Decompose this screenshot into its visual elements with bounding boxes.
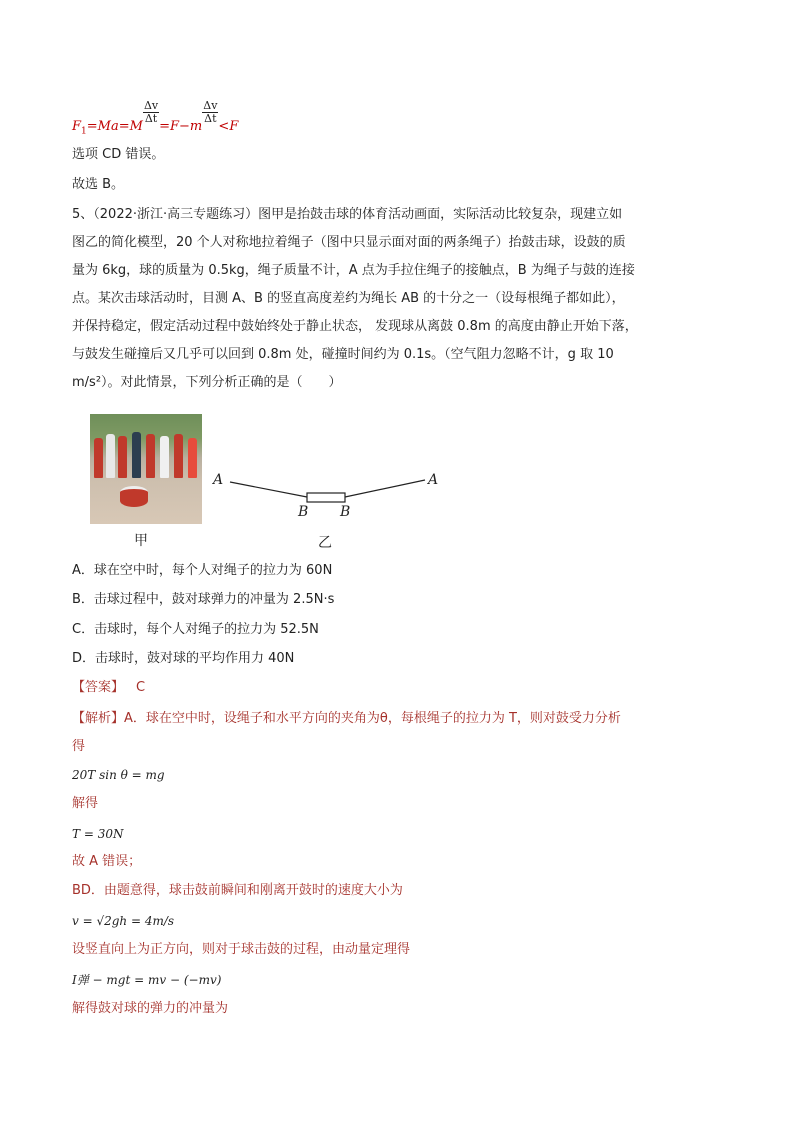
formula-eq1: =Ma=M — [86, 119, 143, 134]
answer-line — [72, 679, 145, 697]
answer-value: C — [136, 680, 146, 695]
person-figure — [132, 432, 141, 478]
question-text-line: 量为 6kg，球的质量为 0.5kg，绳子质量不计，A 点为手拉住绳子的接触点，B 为绳子与鼓的连接 — [72, 263, 635, 278]
cd-wrong-text: 选项 CD 错误。 — [72, 147, 165, 162]
direction-text: 设竖直向上为正方向，则对于球击鼓的过程，由动量定理得 — [72, 942, 411, 957]
point-b-left: B — [298, 504, 309, 520]
option-c: C．击球时，每个人对绳子的拉力为 52.5N — [72, 622, 319, 637]
formula-fraction-2 — [202, 100, 218, 125]
rope-left — [230, 482, 307, 497]
bd-analysis-text: BD．由题意得，球击鼓前瞬间和刚离开鼓时的速度大小为 — [72, 883, 403, 898]
question-text-line: m/s²）。对此情景，下列分析正确的是（ ） — [72, 375, 342, 390]
figure-photo-jia — [90, 414, 202, 524]
equation-3: v = √2gh = 4m/s — [72, 914, 175, 928]
equation-2: T = 30N — [72, 827, 124, 841]
formula-tail: <F — [218, 119, 239, 134]
point-a-left: A — [213, 472, 224, 488]
formula-lhs: F — [72, 119, 82, 134]
person-figure — [118, 436, 127, 478]
question-line-1 — [72, 201, 724, 229]
analysis-tag: 【解析】 — [72, 711, 125, 726]
person-figure — [94, 438, 103, 478]
answer-tag: 【答案】 — [72, 680, 125, 695]
fraction-denominator: Δt — [144, 112, 158, 125]
question-text-line: 图甲是抬鼓击球的体育活动画面，实际活动比较复杂，现建立如 — [258, 207, 623, 222]
question-text-line: 并保持稳定，假定活动过程中鼓始终处于静止状态， 发现球从离鼓 0.8m 的高度由静止开始下落， — [72, 319, 638, 334]
option-b: B．击球过程中，鼓对球弹力的冲量为 2.5N·s — [72, 592, 335, 607]
figure-model-yi — [205, 468, 465, 528]
figure-label-yi: 乙 — [318, 535, 332, 551]
analysis-line-1 — [72, 710, 621, 728]
drum-rect — [307, 493, 345, 502]
person-figure — [106, 434, 115, 478]
formula-eq2: =F−m — [159, 119, 203, 134]
formula-fraction-1 — [143, 100, 159, 125]
analysis-line-2: 得 — [72, 739, 86, 754]
question-text-line: 图乙的简化模型，20 个人对称地拉着绳子（图中只显示面对面的两条绳子）抬鼓击球，设鼓的质 — [72, 235, 626, 250]
question-source: （2022·浙江·高三专题练习） — [93, 207, 259, 222]
option-d: D．击球时，鼓对球的平均作用力 40N — [72, 651, 295, 666]
fraction-numerator: Δv — [203, 99, 218, 112]
option-a: A．球在空中时，每个人对绳子的拉力为 60N — [72, 563, 333, 578]
person-figure — [174, 434, 183, 478]
drum-shape — [120, 486, 148, 507]
question-text-line: 点。某次击球活动时，目测 A、B 的竖直高度差约为绳长 AB 的十分之一（设每根绳子都如此）， — [72, 291, 625, 306]
a-wrong-text: 故 A 错误； — [72, 854, 142, 869]
solve-text-1: 解得 — [72, 796, 99, 811]
fraction-numerator: Δv — [143, 99, 159, 112]
rope-right — [345, 480, 425, 497]
fraction-denominator: Δt — [204, 112, 217, 125]
formula-lhs-sub: 1 — [81, 126, 87, 137]
point-a-right: A — [428, 472, 439, 488]
question-text-line: 与鼓发生碰撞后又几乎可以回到 0.8m 处，碰撞时间约为 0.1s。（空气阻力忽略不计，g 取 10 — [72, 347, 614, 362]
person-figure — [160, 436, 169, 478]
choose-b-text: 故选 B。 — [72, 177, 125, 192]
analysis-text-1: A．球在空中时，设绳子和水平方向的夹角为θ，每根绳子的拉力为 T，则对鼓受力分析 — [124, 711, 621, 726]
person-figure — [188, 438, 197, 478]
question-number: 5、 — [72, 207, 94, 222]
equation-1: 20T sin θ = mg — [72, 768, 165, 782]
question-5 — [72, 201, 724, 397]
equation-4: I弹 − mgt = mv − (−mv) — [72, 973, 222, 987]
point-b-right: B — [340, 504, 351, 520]
solve-text-2: 解得鼓对球的弹力的冲量为 — [72, 1001, 229, 1016]
figure-label-jia: 甲 — [134, 533, 148, 549]
person-figure — [146, 434, 155, 478]
